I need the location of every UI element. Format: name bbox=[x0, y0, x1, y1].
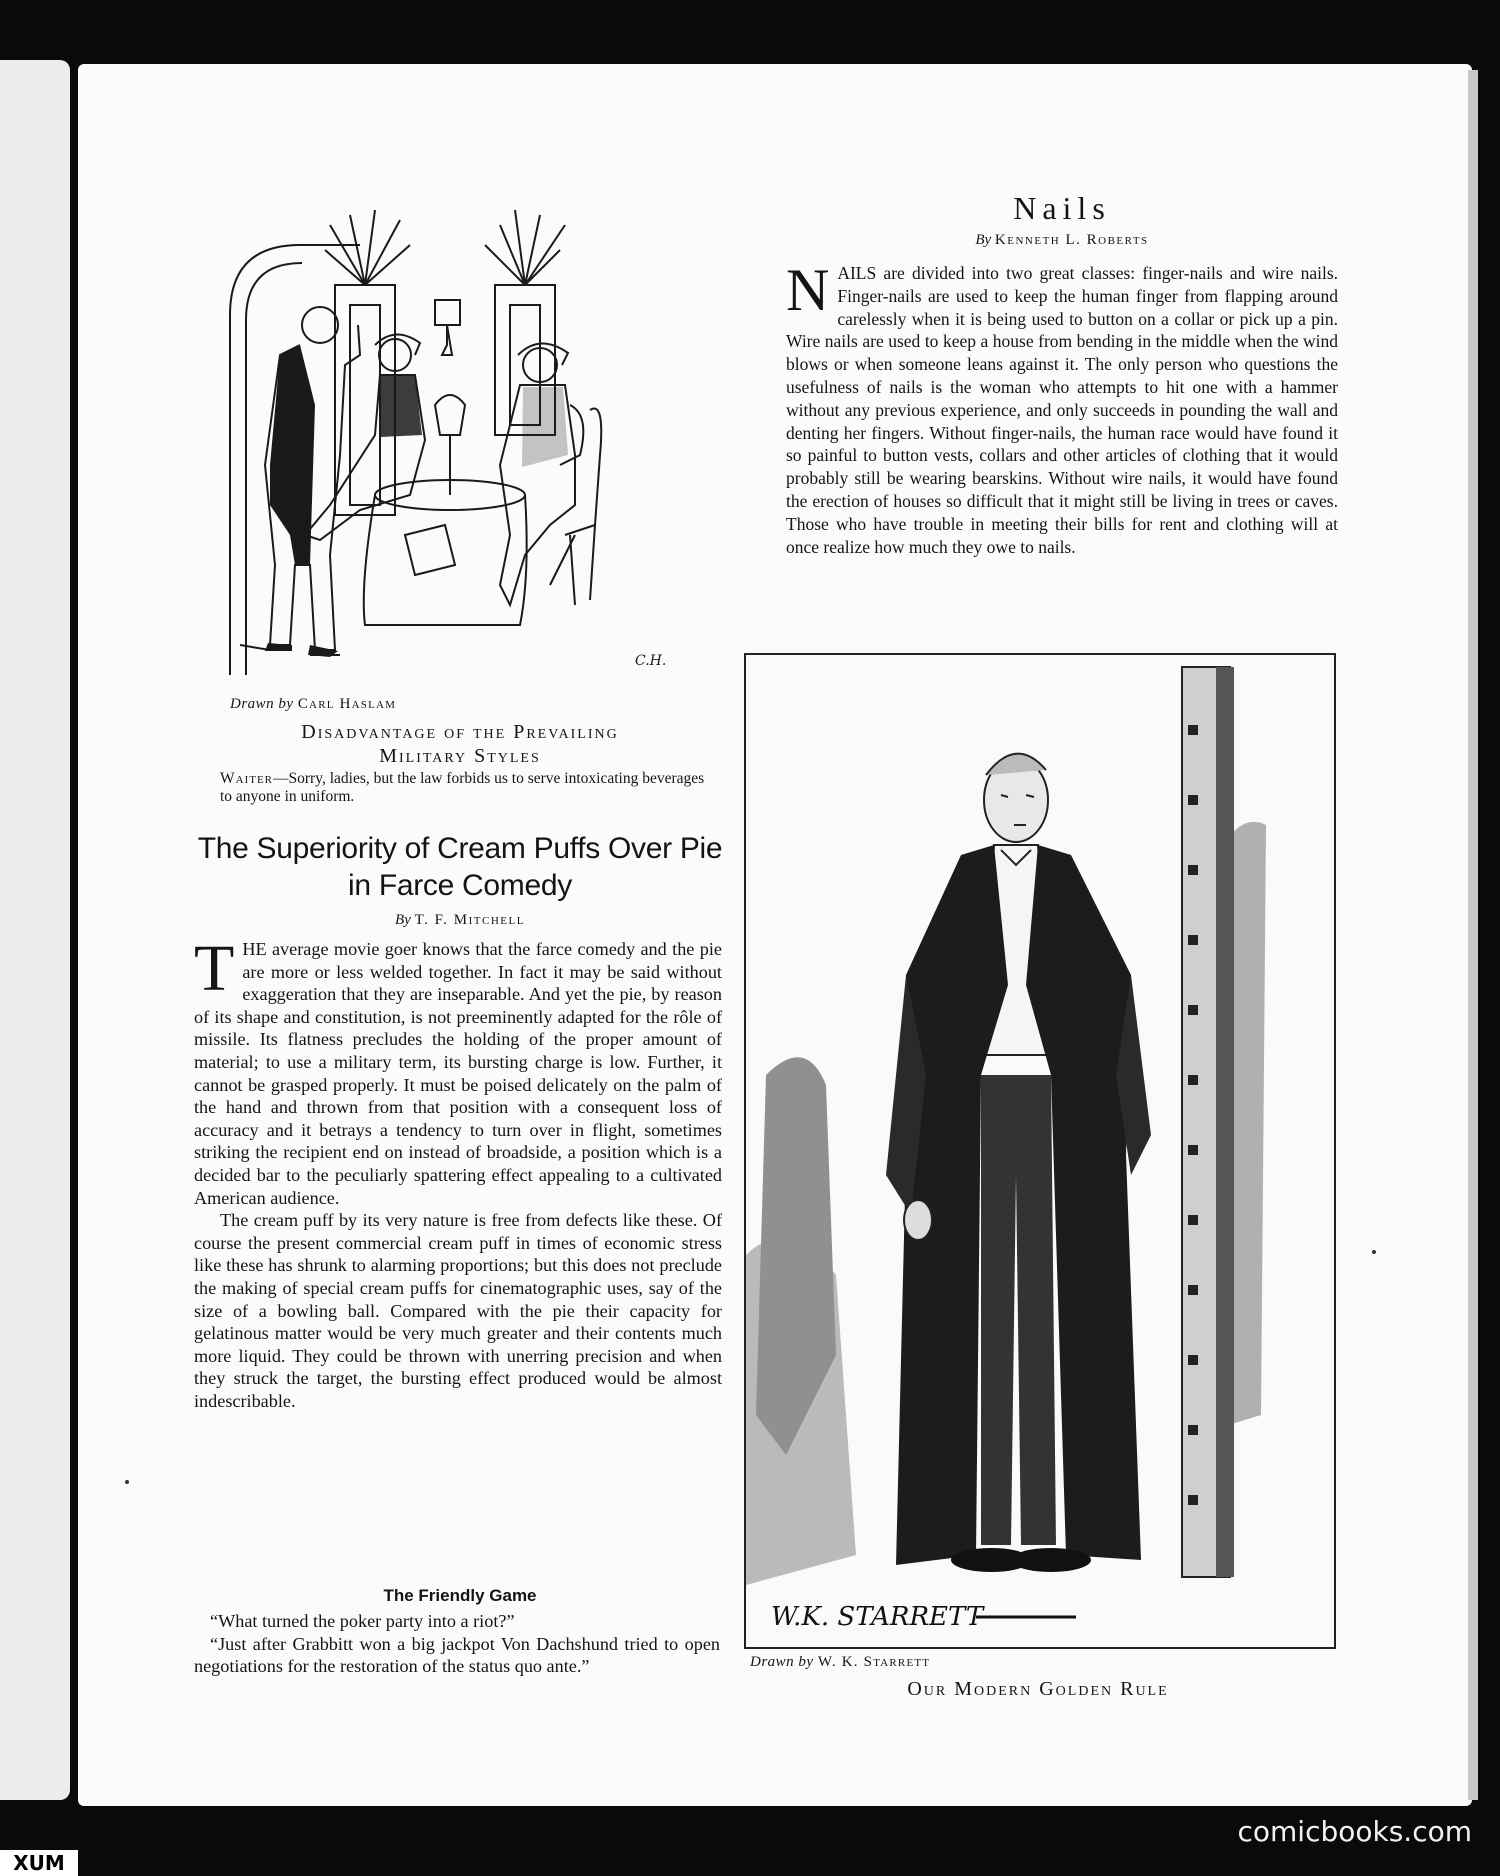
starrett-drawing bbox=[746, 655, 1334, 1647]
article-title-nails: Nails bbox=[1013, 190, 1111, 226]
svg-text:C.H.: C.H. bbox=[635, 653, 667, 669]
article1-dropcap: T bbox=[194, 932, 235, 1005]
article2-byline bbox=[784, 232, 1340, 249]
friendly-game-dialog bbox=[194, 1610, 720, 1678]
article2-author: Kenneth L. Roberts bbox=[994, 232, 1149, 248]
article1-paragraph-1-text: HE average movie goer knows that the farce comedy and the pie are more or less welded together. In fact it may be said without exaggeration that they are inseparable. And yet the pie, by reason of its shape and constitution, is not preeminently adapted for the rôle of missile. Its flatness precludes the holding of the proper amount of material; to use a military term, its bursting charge is low. Further, it cannot be grasped properly. It must be poised delicately on the palm of the hand and thrown from that position with a consequent loss of accuracy and it betrays a tendency to turn over in flight, sometimes striking the recipient end on instead of broadside, a position which is a decided bar to the peculiarly spattering effect appealing to a cultivated American audience. bbox=[194, 939, 722, 1208]
friendly-game-line2: “Just after Grabbitt won a big jackpot Von Dachshund tried to open negotiations for the restoration of the status quo ante.” bbox=[194, 1633, 720, 1677]
cartoon-caption-title-line2: Military Styles bbox=[379, 745, 541, 767]
cartoon-speaker: Waiter bbox=[220, 770, 274, 787]
article1-body bbox=[194, 932, 722, 1412]
cartoon-credit-name: Carl Haslam bbox=[297, 696, 397, 712]
cartoon-credit-prefix: Drawn by bbox=[230, 696, 294, 712]
starrett-credit-prefix: Drawn by bbox=[750, 1654, 814, 1670]
page-edge-shadow bbox=[1468, 70, 1478, 1800]
cartoon-quote-text: —Sorry, ladies, but the law forbids us to serve intoxicating beverages to anyone in uniform. bbox=[220, 770, 705, 805]
article2-body bbox=[786, 257, 1338, 558]
article1-byline bbox=[190, 912, 730, 929]
friendly-game-heading: The Friendly Game bbox=[383, 1586, 537, 1605]
article2-byline-by: By bbox=[975, 232, 992, 248]
article1-paragraph-2: The cream puff by its very nature is free from defects like these. Of course the present commercial cream puff in times of economic stress like these has shrunk to alarming proportions; but this does not preclude the making of special cream puffs for cinematographic uses, say of the size of a bowling ball. Compared with the pie their capacity for gelatinous matter would be very much greater and their contents much more liquid. They could be thrown with unerring precision and when they struck the target, the bursting effect produced would be almost indescribable. bbox=[194, 1210, 722, 1411]
cartoon-caption-quote bbox=[220, 770, 710, 806]
starrett-signature: W.K. STARRETT bbox=[771, 1602, 984, 1632]
article-title-cream-puffs: The Superiority of Cream Puffs Over Pie in Farce Comedy bbox=[197, 832, 723, 902]
cartoon-caption-title-line1: Disadvantage of the Prevailing bbox=[301, 721, 619, 743]
article1-byline-by: By bbox=[395, 912, 411, 928]
article1-author: T. F. Mitchell bbox=[414, 912, 525, 928]
starrett-illustration bbox=[744, 653, 1336, 1649]
page-speck bbox=[125, 1480, 129, 1484]
starrett-caption: Our Modern Golden Rule bbox=[907, 1678, 1169, 1700]
article2-paragraph-text: AILS are divided into two great classes: finger-nails and wire nails. Finger-nails are used to keep the human finger from flapping around carelessly when it is being used to button on a collar or pick up a pin. Wire nails are used to keep a house from bending in the middle when the wind blows or when someone leans against it. The only person who questions the usefulness of nails is the woman who attempts to hit one with a hammer without any previous experience, and only succeeds in pounding the wall and denting her fingers. Without finger-nails, the human race would have found it so painful to button vests, collars and other articles of clothing that it would probably still be wearing bearskins. Without wire nails, it would have found the erection of houses so difficult that it might still be living in trees or caves. Those who have trouble in meeting their bills for rent and clothing will at once realize how much they owe to nails. bbox=[786, 263, 1338, 557]
page-speck bbox=[1372, 1250, 1376, 1254]
cartoon-credit bbox=[230, 696, 396, 713]
left-page-edge bbox=[0, 60, 70, 1800]
site-watermark: comicbooks.com bbox=[1237, 1815, 1472, 1848]
cartoon-illustration bbox=[210, 205, 705, 685]
starrett-credit bbox=[750, 1654, 930, 1671]
source-badge: XUM bbox=[0, 1850, 78, 1876]
article2-paragraph bbox=[786, 257, 1338, 558]
starrett-credit-name: W. K. Starrett bbox=[817, 1654, 931, 1670]
friendly-game-line1: “What turned the poker party into a riot?” bbox=[210, 1611, 515, 1631]
article2-dropcap: N bbox=[786, 257, 830, 323]
article1-paragraph-1 bbox=[194, 932, 722, 1209]
